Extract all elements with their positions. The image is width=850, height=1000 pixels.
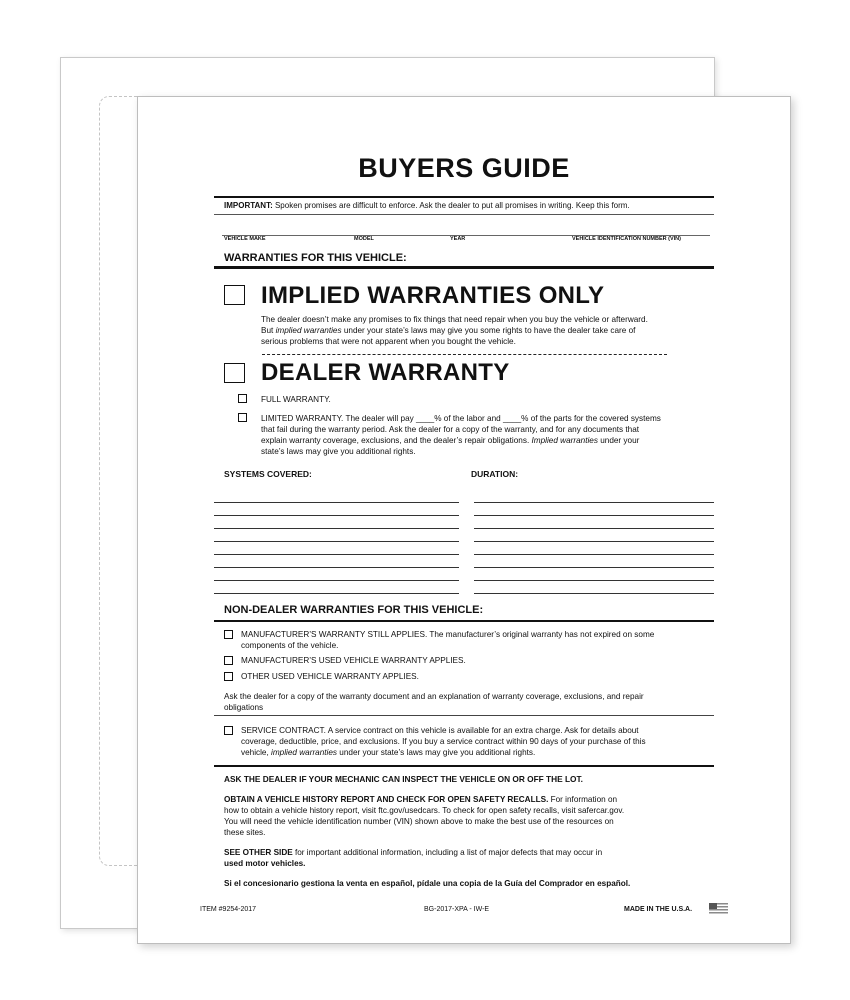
ask-dealer-copy-text: Ask the dealer for a copy of the warranty document and an explanation of warranty coverage, exclusions, and repair obligations: [224, 692, 644, 712]
form-code: BG-2017-XPA - IW-E: [424, 906, 490, 913]
divider: [214, 765, 714, 767]
important-label: IMPORTANT:: [224, 201, 273, 210]
divider: [214, 214, 714, 215]
manufacturer-warranty-checkbox[interactable]: [224, 630, 233, 639]
implied-warranties-heading: IMPLIED WARRANTIES ONLY: [261, 282, 605, 309]
important-text: Spoken promises are difficult to enforce. Ask the dealer to put all promises in writing. Keep this form.: [274, 201, 630, 210]
dealer-warranty-checkbox[interactable]: [224, 363, 245, 383]
other-used-warranty-checkbox[interactable]: [224, 672, 233, 681]
non-dealer-heading: NON-DEALER WARRANTIES FOR THIS VEHICLE:: [224, 604, 484, 616]
mechanic-inspection-notice: ASK THE DEALER IF YOUR MECHANIC CAN INSPECT THE VEHICLE ON OR OFF THE LOT.: [224, 774, 583, 784]
year-label: YEAR: [450, 236, 466, 242]
perforation-outline: [99, 96, 140, 866]
other-used-warranty-label: OTHER USED VEHICLE WARRANTY APPLIES.: [241, 672, 419, 681]
page-title: BUYERS GUIDE: [358, 153, 570, 183]
manufacturer-used-warranty-checkbox[interactable]: [224, 656, 233, 665]
full-warranty-label: FULL WARRANTY.: [261, 395, 331, 404]
service-contract-text: SERVICE CONTRACT. A service contract on this vehicle is available for an extra charge. Ask for details about coverage, deductible, price, and exclusions. If you buy a service contract within 90 days of your purchase of this vehicle, implied warranties under your state’s laws may give you additional rights.: [241, 726, 646, 757]
systems-covered-label: SYSTEMS COVERED:: [224, 469, 312, 479]
dashed-separator: [262, 354, 667, 355]
manufacturer-used-warranty-label: MANUFACTURER’S USED VEHICLE WARRANTY APPLIES.: [241, 656, 466, 665]
limited-warranty-text: LIMITED WARRANTY. The dealer will pay ____% of the labor and ____% of the parts for the covered systems that fail during the warranty period. Ask the dealer for a copy of the warranty, and for any documents that explain warranty coverage, exclusions, and the dealer’s repair obligations. Implied warranties under your state’s laws may give you additional rights.: [261, 414, 661, 456]
full-warranty-checkbox[interactable]: [238, 394, 247, 403]
divider: [214, 266, 714, 269]
see-other-side-text: SEE OTHER SIDE for important additional information, including a list of major defects that may occur in used motor vehicles.: [224, 848, 603, 868]
vehicle-make-label: VEHICLE MAKE: [224, 236, 266, 242]
divider: [214, 196, 714, 198]
warranties-heading: WARRANTIES FOR THIS VEHICLE:: [224, 252, 407, 264]
item-number: ITEM #9254-2017: [200, 906, 257, 913]
implied-warranties-text: The dealer doesn’t make any promises to fix things that need repair when you buy the vehicle or afterward. But implied warranties under your state’s laws may give you some rights to have the dealer take care of serious problems that were not apparent when you bought the vehicle.: [261, 315, 648, 346]
divider: [214, 620, 714, 622]
important-notice: [224, 201, 630, 210]
manufacturer-warranty-text: MANUFACTURER’S WARRANTY STILL APPLIES. The manufacturer’s original warranty has not expired on some components of the vehicle.: [241, 630, 655, 650]
buyers-guide-form: [137, 96, 791, 944]
limited-warranty-checkbox[interactable]: [238, 413, 247, 422]
spanish-notice: Si el concesionario gestiona la venta en español, pídale una copia de la Guía del Comprador en español.: [224, 879, 631, 888]
made-in-usa: MADE IN THE U.S.A.: [624, 906, 693, 913]
duration-label: DURATION:: [471, 469, 519, 479]
implied-warranties-checkbox[interactable]: [224, 285, 245, 305]
divider: [214, 715, 714, 716]
us-flag-icon: [709, 903, 728, 915]
vin-label: VEHICLE IDENTIFICATION NUMBER (VIN): [572, 236, 681, 242]
dealer-warranty-heading: DEALER WARRANTY: [261, 359, 510, 386]
vehicle-history-text: OBTAIN A VEHICLE HISTORY REPORT AND CHECK FOR OPEN SAFETY RECALLS. For information on how to obtain a vehicle history report, visit ftc.gov/usedcars. To check for open safety recalls, visit safercar.gov. You will need the vehicle identification number (VIN) shown above to make the best use of the resources on these sites.: [224, 795, 625, 837]
model-label: MODEL: [354, 236, 374, 242]
service-contract-checkbox[interactable]: [224, 726, 233, 735]
